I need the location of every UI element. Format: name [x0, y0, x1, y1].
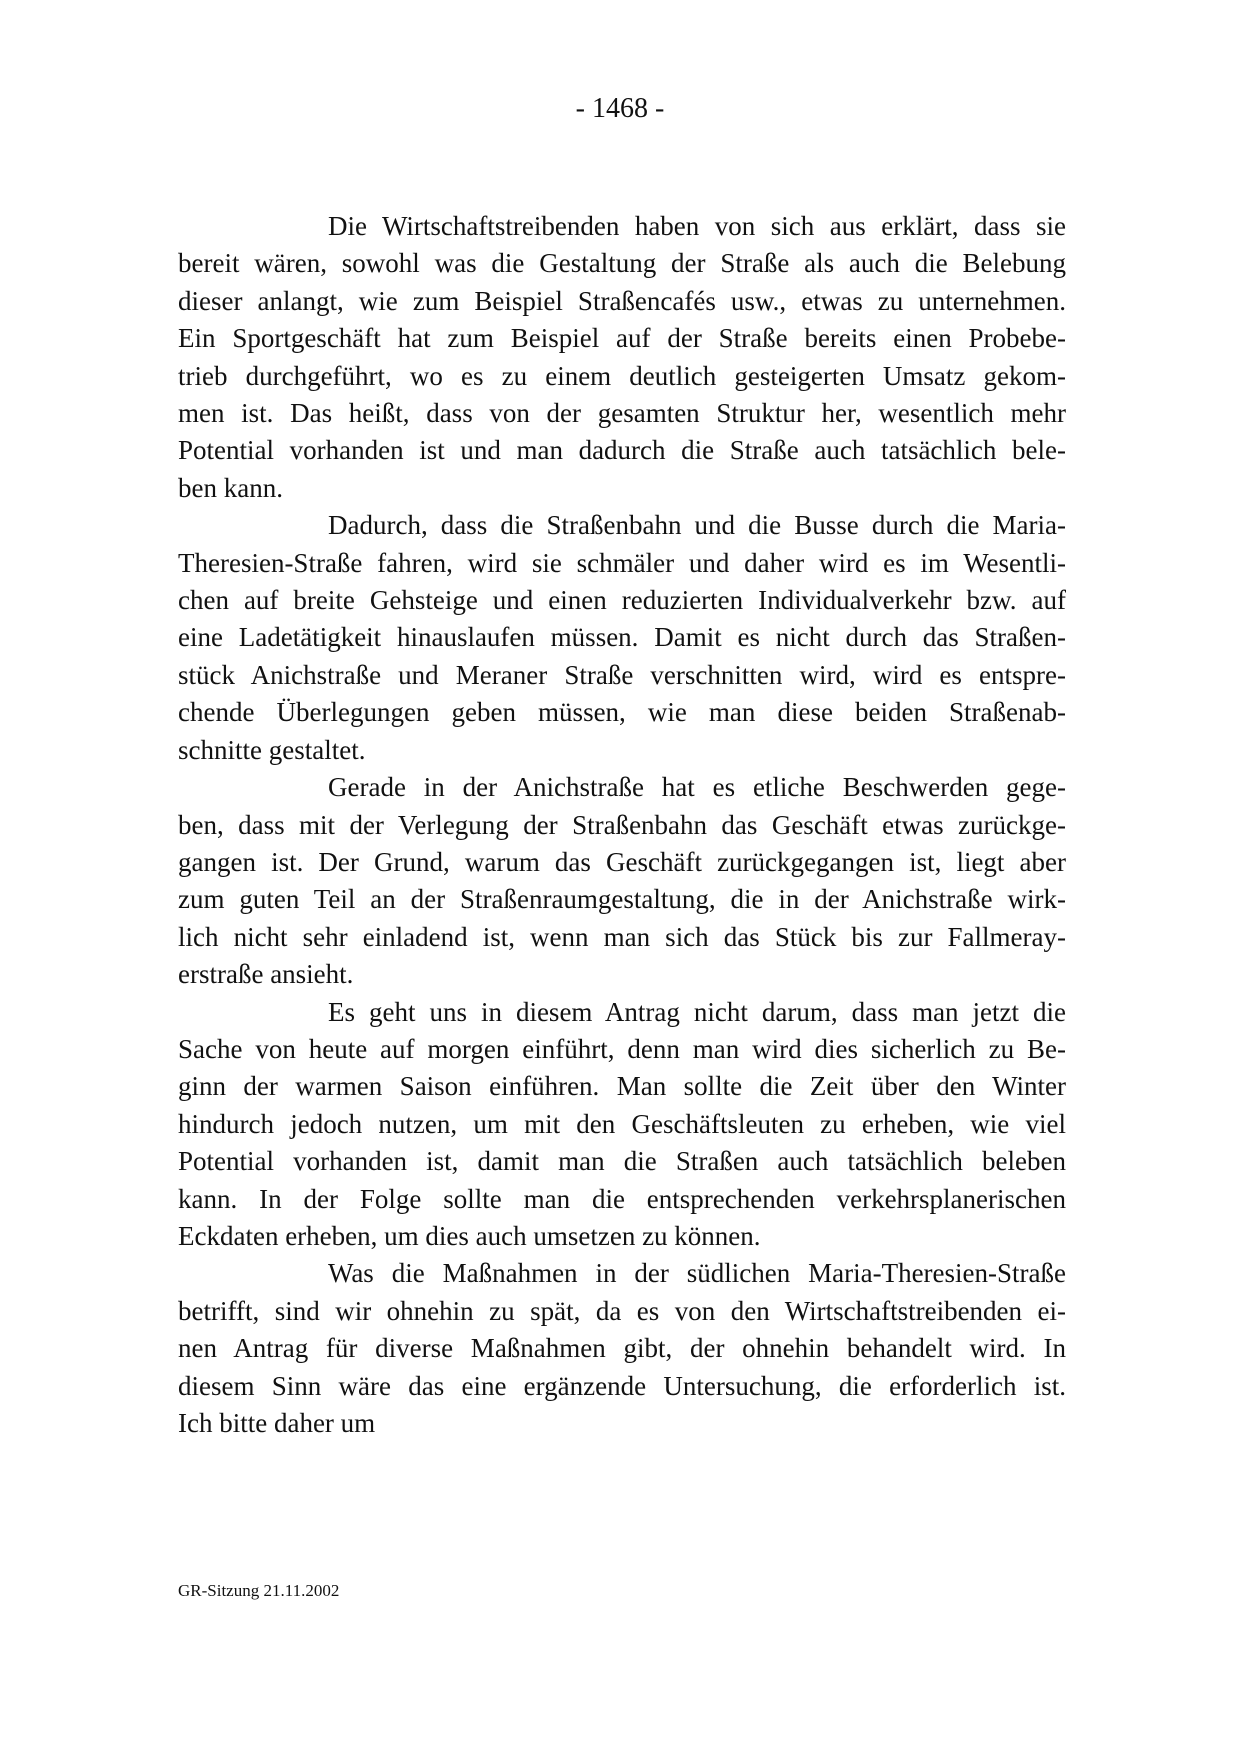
- text-line: Die Wirtschaftstreibenden haben von sich aus erklärt, dass sie: [328, 211, 1066, 241]
- text-line: Ich bitte daher um: [178, 1408, 376, 1438]
- text-line: ben, dass mit der Verlegung der Straßenbahn das Geschäft etwas zurückge-: [178, 809, 1066, 840]
- text-line: erstraße ansieht.: [178, 959, 354, 990]
- text-line: gangen ist. Der Grund, warum das Geschäft zurückgegangen ist, liegt aber: [178, 846, 1066, 877]
- text-line: Potential vorhanden ist und man dadurch die Straße auch tatsächlich bele-: [178, 435, 1066, 466]
- text-line: bereit wären, sowohl was die Gestaltung der Straße als auch die Belebung: [178, 248, 1066, 279]
- text-line: dieser anlangt, wie zum Beispiel Straßencafés usw., etwas zu unternehmen.: [178, 285, 1066, 316]
- page-number: - 1468 -: [575, 93, 665, 124]
- text-line: chende Überlegungen geben müssen, wie man diese beiden Straßenab-: [178, 697, 1066, 728]
- text-line: nen Antrag für diverse Maßnahmen gibt, der ohnehin behandelt wird. In: [178, 1333, 1066, 1364]
- text-line: ginn der warmen Saison einführen. Man sollte die Zeit über den Winter: [178, 1071, 1066, 1102]
- text-line: Was die Maßnahmen in der südlichen Maria-Theresien-Straße: [328, 1258, 1066, 1289]
- paragraph: [178, 507, 1066, 769]
- paragraph: [178, 769, 1066, 993]
- text-line: men ist. Das heißt, dass von der gesamten Struktur her, wesentlich mehr: [178, 398, 1066, 429]
- text-line: eine Ladetätigkeit hinauslaufen müssen. Damit es nicht durch das Straßen-: [178, 622, 1066, 653]
- footer-session-date: GR-Sitzung 21.11.2002: [178, 1581, 340, 1600]
- text-line: trieb durchgeführt, wo es zu einem deutlich gesteigerten Umsatz gekom-: [178, 360, 1066, 391]
- text-line: Es geht uns in diesem Antrag nicht darum, dass man jetzt die: [328, 996, 1066, 1027]
- text-line: Sache von heute auf morgen einführt, denn man wird dies sicherlich zu Be-: [178, 1033, 1066, 1064]
- text-line: chen auf breite Gehsteige und einen reduzierten Individualverkehr bzw. auf: [178, 585, 1066, 616]
- text-line: hindurch jedoch nutzen, um mit den Geschäftsleuten zu erheben, wie viel: [178, 1108, 1066, 1139]
- text-line: Gerade in der Anichstraße hat es etliche Beschwerden gege-: [328, 772, 1066, 803]
- paragraph: [178, 994, 1066, 1256]
- text-line: betrifft, sind wir ohnehin zu spät, da es von den Wirtschaftstreibenden ei-: [178, 1295, 1066, 1326]
- text-line: Theresien-Straße fahren, wird sie schmäler und daher wird es im Wesentli-: [178, 547, 1066, 578]
- text-line: Eckdaten erheben, um dies auch umsetzen zu können.: [178, 1220, 761, 1251]
- text-line: kann. In der Folge sollte man die entsprechenden verkehrsplanerischen: [178, 1183, 1066, 1214]
- text-line: stück Anichstraße und Meraner Straße verschnitten wird, wird es entspre-: [178, 659, 1066, 690]
- text-line: zum guten Teil an der Straßenraumgestaltung, die in der Anichstraße wirk-: [178, 884, 1066, 915]
- text-line: lich nicht sehr einladend ist, wenn man sich das Stück bis zur Fallmeray-: [178, 921, 1066, 952]
- text-line: Potential vorhanden ist, damit man die Straßen auch tatsächlich beleben: [178, 1146, 1066, 1177]
- text-line: ben kann.: [178, 472, 283, 503]
- paragraph: [178, 1255, 1066, 1442]
- text-line: Ein Sportgeschäft hat zum Beispiel auf der Straße bereits einen Probebe-: [178, 323, 1066, 354]
- text-line: diesem Sinn wäre das eine ergänzende Untersuchung, die erforderlich ist.: [178, 1370, 1066, 1401]
- paragraph: [178, 208, 1066, 507]
- text-line: Dadurch, dass die Straßenbahn und die Busse durch die Maria-: [328, 510, 1066, 541]
- body-text: [178, 208, 1066, 1442]
- text-line: schnitte gestaltet.: [178, 734, 366, 765]
